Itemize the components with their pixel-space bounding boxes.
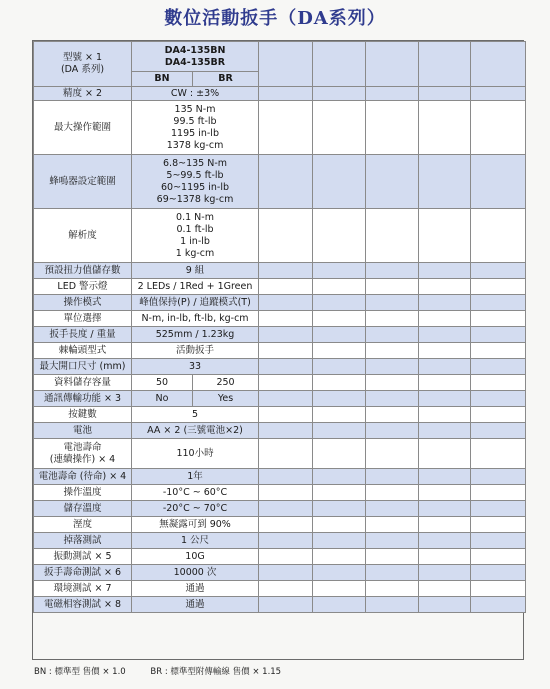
empty-cell <box>471 87 526 101</box>
empty-cell <box>419 42 471 87</box>
empty-cell <box>259 327 313 343</box>
empty-cell <box>471 581 526 597</box>
empty-cell <box>313 209 366 263</box>
empty-cell <box>366 423 419 439</box>
row-label: LED 警示燈 <box>34 279 132 295</box>
row-label: 最大開口尺寸 (mm) <box>34 359 132 375</box>
empty-cell <box>366 359 419 375</box>
empty-cell <box>313 485 366 501</box>
empty-cell <box>419 87 471 101</box>
empty-cell <box>259 42 313 87</box>
row-label: 操作溫度 <box>34 485 132 501</box>
empty-cell <box>259 533 313 549</box>
row-label: 振動測試 × 5 <box>34 549 132 565</box>
empty-cell <box>366 485 419 501</box>
empty-cell <box>419 407 471 423</box>
empty-cell <box>471 517 526 533</box>
table-row <box>34 209 526 263</box>
empty-cell <box>313 263 366 279</box>
empty-cell <box>471 423 526 439</box>
empty-cell <box>471 407 526 423</box>
row-label: 電池壽命 (連續操作) × 4 <box>34 439 132 469</box>
model-names-cell <box>132 42 259 72</box>
row-label: 扳手長度 / 重量 <box>34 327 132 343</box>
empty-cell <box>366 263 419 279</box>
empty-cell <box>366 501 419 517</box>
table-row <box>34 501 526 517</box>
row-value: 1年 <box>132 469 259 485</box>
row-value: 33 <box>132 359 259 375</box>
row-value: 525mm / 1.23kg <box>132 327 259 343</box>
table-row <box>34 375 526 391</box>
empty-cell <box>419 359 471 375</box>
empty-cell <box>259 501 313 517</box>
empty-cell <box>366 279 419 295</box>
empty-cell <box>366 391 419 407</box>
empty-cell <box>313 565 366 581</box>
empty-cell <box>366 565 419 581</box>
empty-cell <box>259 423 313 439</box>
empty-cell <box>471 359 526 375</box>
table-row <box>34 549 526 565</box>
empty-cell <box>471 439 526 469</box>
empty-cell <box>471 533 526 549</box>
row-value: 2 LEDs / 1Red + 1Green <box>132 279 259 295</box>
row-value-br: Yes <box>193 391 259 407</box>
row-label: 電池 <box>34 423 132 439</box>
empty-cell <box>471 295 526 311</box>
empty-cell <box>259 155 313 209</box>
table-row <box>34 327 526 343</box>
empty-cell <box>366 343 419 359</box>
table-row <box>34 565 526 581</box>
table-row <box>34 517 526 533</box>
empty-cell <box>366 295 419 311</box>
empty-cell <box>259 209 313 263</box>
empty-cell <box>366 407 419 423</box>
table-row <box>34 597 526 613</box>
empty-cell <box>259 581 313 597</box>
empty-cell <box>259 565 313 581</box>
model-label-cell <box>34 42 132 87</box>
empty-cell <box>313 101 366 155</box>
row-label: 電池壽命 (待命) × 4 <box>34 469 132 485</box>
empty-cell <box>471 327 526 343</box>
empty-cell <box>313 375 366 391</box>
page-title: 數位活動扳手（DA系列） <box>164 8 386 29</box>
empty-cell <box>471 469 526 485</box>
empty-cell <box>259 101 313 155</box>
row-value: 0.1 N-m 0.1 ft-lb 1 in-lb 1 kg-cm <box>132 209 259 263</box>
empty-cell <box>259 549 313 565</box>
empty-cell <box>313 42 366 87</box>
empty-cell <box>313 87 366 101</box>
empty-cell <box>366 517 419 533</box>
model-label: 型號 × 1 <box>62 52 103 63</box>
empty-cell <box>313 295 366 311</box>
row-label: 扳手壽命測試 × 6 <box>34 565 132 581</box>
empty-cell <box>471 279 526 295</box>
row-value: 10000 次 <box>132 565 259 581</box>
table-row <box>34 155 526 209</box>
row-label: 蜂鳴器設定範圍 <box>34 155 132 209</box>
row-value: 6.8~135 N-m 5~99.5 ft-lb 60~1195 in-lb 69~1378 kg-cm <box>132 155 259 209</box>
empty-cell <box>366 469 419 485</box>
table-row <box>34 439 526 469</box>
row-value: 峰值保持(P) / 追蹤模式(T) <box>132 295 259 311</box>
empty-cell <box>471 101 526 155</box>
empty-cell <box>313 155 366 209</box>
empty-cell <box>419 263 471 279</box>
empty-cell <box>366 155 419 209</box>
empty-cell <box>259 87 313 101</box>
empty-cell <box>313 439 366 469</box>
empty-cell <box>366 209 419 263</box>
row-value-br: 250 <box>193 375 259 391</box>
empty-cell <box>419 549 471 565</box>
empty-cell <box>419 295 471 311</box>
empty-cell <box>259 375 313 391</box>
table-row <box>34 87 526 101</box>
empty-cell <box>313 407 366 423</box>
table-row <box>34 533 526 549</box>
row-value-bn: No <box>132 391 193 407</box>
header-row <box>34 42 526 72</box>
empty-cell <box>366 311 419 327</box>
empty-cell <box>313 533 366 549</box>
empty-cell <box>419 327 471 343</box>
table-row <box>34 485 526 501</box>
table-row <box>34 391 526 407</box>
row-label: 環境測試 × 7 <box>34 581 132 597</box>
row-value: 無凝露可到 90% <box>132 517 259 533</box>
empty-cell <box>313 597 366 613</box>
empty-cell <box>259 279 313 295</box>
empty-cell <box>471 209 526 263</box>
empty-cell <box>259 311 313 327</box>
row-label: 資料儲存容量 <box>34 375 132 391</box>
empty-cell <box>471 597 526 613</box>
empty-cell <box>419 391 471 407</box>
empty-cell <box>419 423 471 439</box>
row-label: 掉落測試 <box>34 533 132 549</box>
empty-cell <box>419 469 471 485</box>
row-label: 棘輪頭型式 <box>34 343 132 359</box>
row-label: 操作模式 <box>34 295 132 311</box>
empty-cell <box>471 42 526 87</box>
row-label: 解析度 <box>34 209 132 263</box>
empty-cell <box>366 597 419 613</box>
empty-cell <box>259 439 313 469</box>
row-value: 活動扳手 <box>132 343 259 359</box>
empty-cell <box>259 263 313 279</box>
empty-cell <box>259 343 313 359</box>
empty-cell <box>419 597 471 613</box>
empty-cell <box>313 359 366 375</box>
empty-cell <box>471 391 526 407</box>
row-value: N-m, in-lb, ft-lb, kg-cm <box>132 311 259 327</box>
empty-cell <box>419 311 471 327</box>
empty-cell <box>366 581 419 597</box>
table-row <box>34 581 526 597</box>
empty-cell <box>313 423 366 439</box>
table-row <box>34 407 526 423</box>
empty-cell <box>419 517 471 533</box>
row-value: 1 公尺 <box>132 533 259 549</box>
empty-cell <box>366 101 419 155</box>
empty-cell <box>471 375 526 391</box>
row-value: -10°C ~ 60°C <box>132 485 259 501</box>
empty-cell <box>366 42 419 87</box>
empty-cell <box>313 501 366 517</box>
empty-cell <box>366 327 419 343</box>
row-label: 按鍵數 <box>34 407 132 423</box>
row-value: 通過 <box>132 581 259 597</box>
empty-cell <box>313 343 366 359</box>
footer-note-br: BR : 標準型附傳輸線 售價 × 1.15 <box>150 667 282 677</box>
footer-note-bn: BN : 標準型 售價 × 1.0 <box>34 667 126 677</box>
empty-cell <box>471 343 526 359</box>
row-label: 最大操作範圍 <box>34 101 132 155</box>
row-label: 單位選擇 <box>34 311 132 327</box>
empty-cell <box>419 101 471 155</box>
footer-notes <box>34 665 534 677</box>
table-row <box>34 359 526 375</box>
empty-cell <box>313 517 366 533</box>
table-row <box>34 423 526 439</box>
table-row <box>34 469 526 485</box>
table-row <box>34 101 526 155</box>
empty-cell <box>313 581 366 597</box>
row-label: 精度 × 2 <box>34 87 132 101</box>
row-label: 電磁相容測試 × 8 <box>34 597 132 613</box>
empty-cell <box>366 533 419 549</box>
empty-cell <box>313 391 366 407</box>
empty-cell <box>471 565 526 581</box>
empty-cell <box>259 359 313 375</box>
row-value: CW : ±3% <box>132 87 259 101</box>
empty-cell <box>419 439 471 469</box>
empty-cell <box>419 533 471 549</box>
empty-cell <box>259 485 313 501</box>
row-label: 儲存溫度 <box>34 501 132 517</box>
variant-br: BR <box>193 72 259 87</box>
empty-cell <box>366 549 419 565</box>
table-row <box>34 295 526 311</box>
empty-cell <box>259 295 313 311</box>
empty-cell <box>259 597 313 613</box>
table-row <box>34 279 526 295</box>
table-row <box>34 343 526 359</box>
empty-cell <box>471 311 526 327</box>
empty-cell <box>259 469 313 485</box>
variant-bn: BN <box>132 72 193 87</box>
model-name: DA4-135BR <box>164 56 226 68</box>
empty-cell <box>419 343 471 359</box>
empty-cell <box>366 375 419 391</box>
row-label: 預設扭力值儲存數 <box>34 263 132 279</box>
row-value: AA × 2 (三號電池×2) <box>132 423 259 439</box>
empty-cell <box>419 279 471 295</box>
table-row <box>34 263 526 279</box>
empty-cell <box>419 485 471 501</box>
empty-cell <box>419 565 471 581</box>
row-value: 5 <box>132 407 259 423</box>
empty-cell <box>471 485 526 501</box>
row-label: 溼度 <box>34 517 132 533</box>
row-value: 10G <box>132 549 259 565</box>
row-value: 110小時 <box>132 439 259 469</box>
empty-cell <box>419 581 471 597</box>
empty-cell <box>471 501 526 517</box>
empty-cell <box>471 263 526 279</box>
empty-cell <box>313 549 366 565</box>
table-row <box>34 311 526 327</box>
empty-cell <box>313 469 366 485</box>
model-name: DA4-135BN <box>164 44 226 56</box>
empty-cell <box>313 327 366 343</box>
row-value: 9 組 <box>132 263 259 279</box>
row-value-bn: 50 <box>132 375 193 391</box>
empty-cell <box>313 279 366 295</box>
empty-cell <box>259 407 313 423</box>
empty-cell <box>419 155 471 209</box>
row-value: -20°C ~ 70°C <box>132 501 259 517</box>
empty-cell <box>419 209 471 263</box>
empty-cell <box>366 439 419 469</box>
empty-cell <box>471 155 526 209</box>
empty-cell <box>259 517 313 533</box>
empty-cell <box>419 375 471 391</box>
spec-table-frame <box>32 40 524 660</box>
row-label: 通訊傳輸功能 × 3 <box>34 391 132 407</box>
empty-cell <box>419 501 471 517</box>
empty-cell <box>259 391 313 407</box>
empty-cell <box>366 87 419 101</box>
empty-cell <box>313 311 366 327</box>
row-value: 通過 <box>132 597 259 613</box>
model-sub-label: (DA 系列) <box>60 64 105 75</box>
row-value: 135 N-m 99.5 ft-lb 1195 in-lb 1378 kg-cm <box>132 101 259 155</box>
spec-table <box>33 41 526 613</box>
empty-cell <box>471 549 526 565</box>
